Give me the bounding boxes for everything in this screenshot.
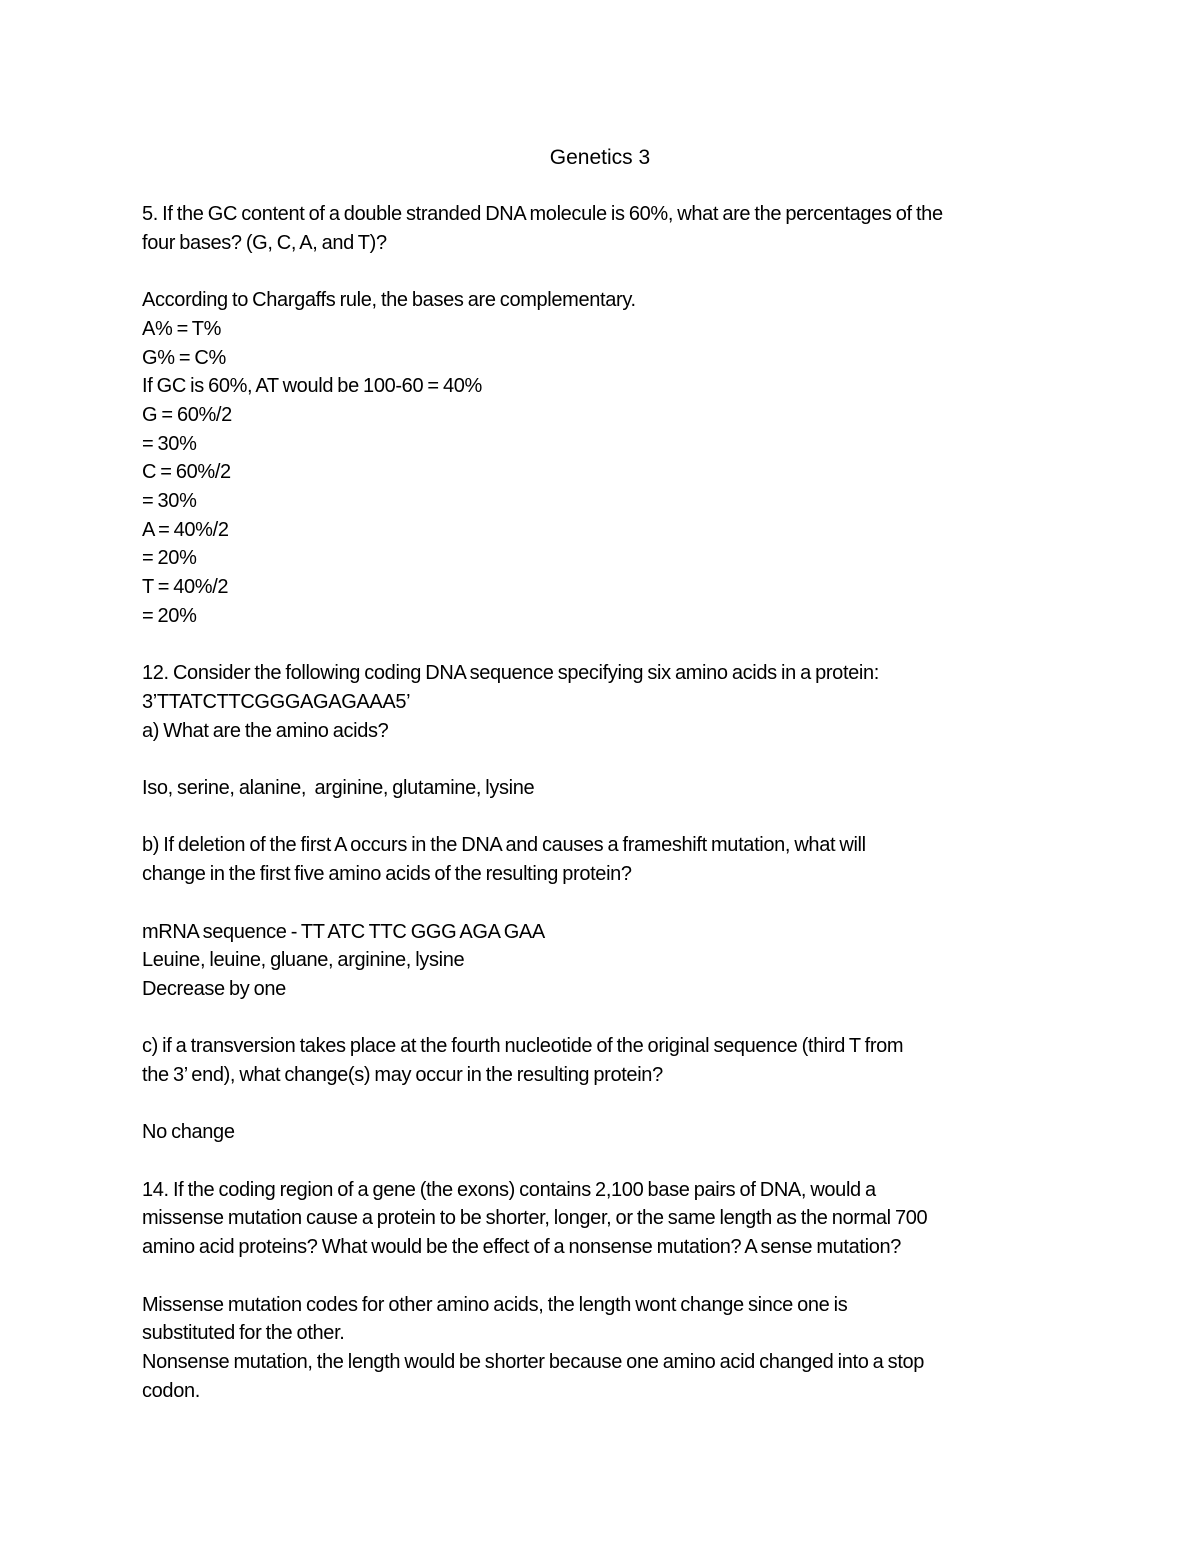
q14-question-line-1: 14. If the coding region of a gene (the exons) contains 2,100 base pairs of DNA, would a bbox=[142, 1178, 876, 1201]
q5-answer-line: C = 60%/2 bbox=[142, 461, 231, 484]
document-body bbox=[142, 200, 1072, 1405]
q14-question-line-3: amino acid proteins? What would be the effect of a nonsense mutation? A sense mutation? bbox=[142, 1236, 902, 1259]
q5-answer-line: = 20% bbox=[142, 547, 197, 570]
q12-part-a: a) What are the amino acids? bbox=[142, 719, 389, 742]
q12-answer-b-line: Decrease by one bbox=[142, 977, 286, 1000]
q5-answer-line: = 20% bbox=[142, 604, 197, 627]
spacer bbox=[142, 889, 1072, 918]
q5-answer-line: = 30% bbox=[142, 432, 197, 455]
q12-part-c-line-2: the 3’ end), what change(s) may occur in the resulting protein? bbox=[142, 1064, 663, 1086]
q12-part-b-line-2: change in the first five amino acids of the resulting protein? bbox=[142, 863, 632, 886]
q12-question-line-1: 12. Consider the following coding DNA sequence specifying six amino acids in a protein: bbox=[142, 662, 879, 685]
spacer bbox=[142, 1147, 1072, 1176]
q12-answer-a: Iso, serine, alanine, arginine, glutamine, lysine bbox=[142, 777, 535, 800]
q5-question-line-1: 5. If the GC content of a double stranded DNA molecule is 60%, what are the percentages of the bbox=[142, 203, 943, 225]
q14-answer-line: substituted for the other. bbox=[142, 1322, 345, 1345]
q12-sequence: 3’TTATCTTCGGGAGAGAAA5’ bbox=[142, 690, 411, 713]
q12-answer-c: No change bbox=[142, 1121, 235, 1144]
spacer bbox=[142, 1262, 1072, 1291]
spacer bbox=[142, 1004, 1072, 1033]
spacer bbox=[142, 257, 1072, 286]
q12-part-b-line-1: b) If deletion of the first A occurs in the DNA and causes a frameshift mutation, what will bbox=[142, 834, 866, 857]
q14-answer-line: codon. bbox=[142, 1379, 200, 1402]
q14-answer-line: Nonsense mutation, the length would be shorter because one amino acid changed into a stop bbox=[142, 1350, 925, 1373]
q5-answer-line: G = 60%/2 bbox=[142, 403, 232, 426]
q5-question-line-2: four bases? (G, C, A, and T)? bbox=[142, 231, 387, 254]
spacer bbox=[142, 1090, 1072, 1119]
q5-answer-line: G% = C% bbox=[142, 346, 226, 369]
q5-answer-line: If GC is 60%, AT would be 100-60 = 40% bbox=[142, 375, 482, 398]
q5-answer-line: = 30% bbox=[142, 490, 197, 513]
spacer bbox=[142, 631, 1072, 660]
q5-answer-line: According to Chargaffs rule, the bases are complementary. bbox=[142, 289, 636, 312]
spacer bbox=[142, 745, 1072, 774]
q5-answer-line: A = 40%/2 bbox=[142, 518, 229, 541]
q12-answer-b-line: Leuine, leuine, gluane, arginine, lysine bbox=[142, 949, 465, 972]
q12-answer-b-line: mRNA sequence - TT ATC TTC GGG AGA GAA bbox=[142, 920, 545, 943]
document-title: Genetics 3 bbox=[549, 146, 651, 169]
q14-answer-line: Missense mutation codes for other amino acids, the length wont change since one is bbox=[142, 1293, 848, 1316]
q5-answer-line: T = 40%/2 bbox=[142, 576, 229, 599]
spacer bbox=[142, 803, 1072, 832]
q5-answer-line: A% = T% bbox=[142, 317, 222, 340]
q12-part-c-line-1: c) if a transversion takes place at the fourth nucleotide of the original sequence (third T from bbox=[142, 1035, 904, 1058]
q14-question-line-2: missense mutation cause a protein to be shorter, longer, or the same length as the normal 700 bbox=[142, 1207, 928, 1230]
